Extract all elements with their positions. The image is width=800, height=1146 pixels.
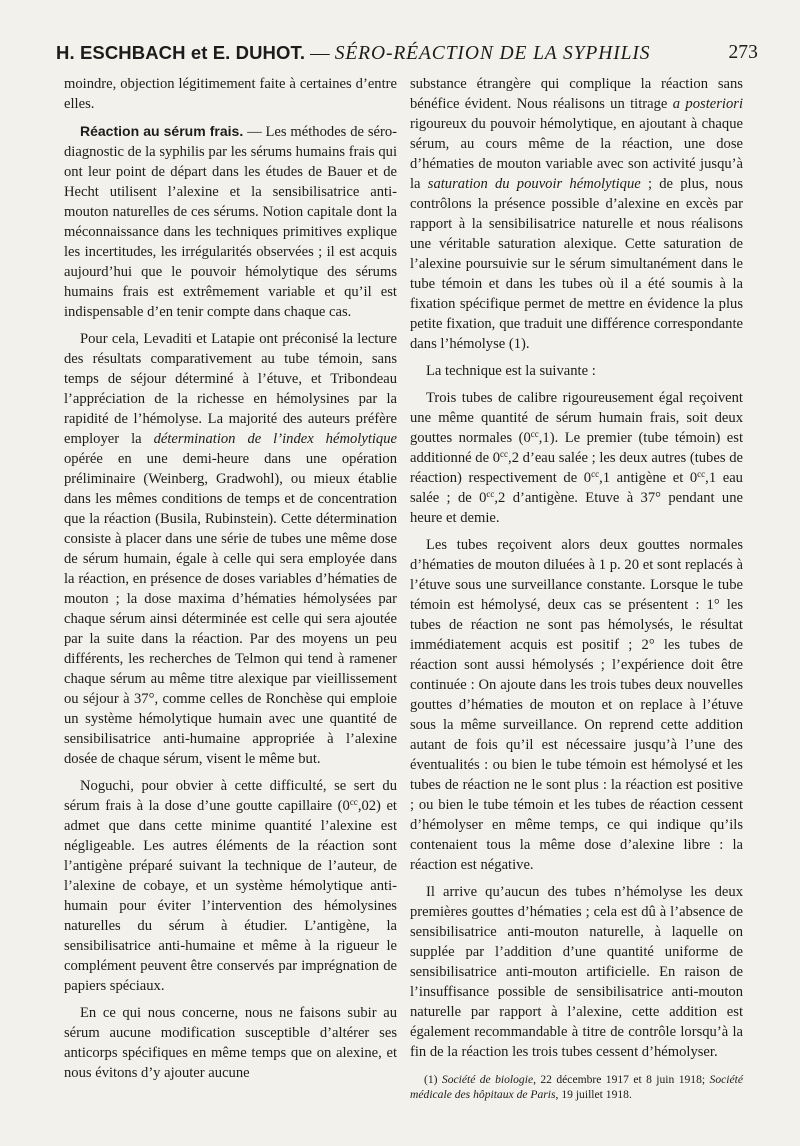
paragraph-three-tubes xyxy=(410,388,743,528)
unit-superscript: cc xyxy=(500,449,509,459)
paragraph-text: ,2 d’eau salée ; les deux autres (tubes de réaction) respectivement de 0 xyxy=(410,450,743,486)
italic-term: saturation du pouvoir hémolytique xyxy=(427,176,641,192)
page-number: 273 xyxy=(728,42,758,63)
paragraph-text: — Les méthodes de séro-diagnostic de la syphilis par les sérums humains frais qui ont leur point de départ dans les études de Bauer et de Hecht utilisent l’alexine et la sensibilisatrice anti-mouton naturelles de ces sérums. Notion capitale dont la méconnaissance dans les techniques primitives explique les incertitudes, les irrégularités observées ; il est acquis aujourd’hui que le pouvoir hémolytique des sérums humains frais est extrêmement variable et qu’il est indispensable d’en tenir compte dans chaque cas. xyxy=(64,124,397,320)
unit-superscript: cc xyxy=(591,469,600,479)
footnote-text: , 19 juillet 1918. xyxy=(555,1088,632,1101)
running-head xyxy=(56,42,758,70)
paragraph-text: ,02) et admet que dans cette minime quantité l’alexine est négligeable. Les autres éléments de la réaction sont l’antigène préparé suivant la technique de l’auteur, de l’alexine de cobaye, et un système hémolytique anti-humain pour éviter l’intervention des hémolysines naturelles du sérum à étudier. L’antigène, la sensibilisatrice anti-humaine et même à la rigueur le complément peuvent être conservés par imprégnation de papiers spéciaux. xyxy=(64,798,397,994)
running-head-title: SÉRO-RÉACTION DE LA SYPHILIS xyxy=(334,43,651,64)
paragraph-fresh-serum xyxy=(64,121,397,322)
paragraph-tubes-receive: Les tubes reçoivent alors deux gouttes normales d’hématies de mouton diluées à 1 p. 20 et sont replacés à l’étuve sous une surveillance constante. Lorsque le tube témoin est hémolysé, deux cas se présentent : 1° les tubes de réaction ne sont pas hémolysés, le résultat immédiatement acquis est positif ; 2° les tubes de réaction sont aussi hémolysés ; l’expérience doit être continuée : On ajoute dans les trois tubes deux nouvelles gouttes d’hématies de mouton et on replace à l’étuve sous la même surveillance. On reprend cette addition autant de fois qu’il est nécessaire jusqu’à l’une des éventualités : ou bien le tube témoin est hémolysé et les tubes de réaction ne le sont plus : la réaction est positive ; ou bien le tube témoin et les tubes de réaction cessent d’hémolyser en même temps, ce qui indique qu’ils contenaient tous la même dose d’alexine libre : la réaction est négative. xyxy=(410,537,743,873)
paragraph-continuation xyxy=(410,74,743,354)
italic-term: détermination de l’index hémolytique xyxy=(153,431,397,447)
paragraph-text: opérée en une demi-heure dans une opération préliminaire (Weinberg, Gradwohl), ou mieux établie dans les mêmes conditions de temps et de concentration que la réaction (Busila, Rubinstein). Cette détermination consiste à placer dans une série de tubes une même dose de sérum humain, égale à celle qui sera employée dans la réaction, en présence de doses variables d’hématies de mouton ; la dose maxima d’hématies hémolysées par chaque sérum ainsi déterminée est celle qui sera ajoutée par la suite dans la réaction. Par des moyens un peu différents, les recherches de Telmon qui tend à ramener chaque sérum au même titre alexique par vieillissement ou séjour à 37°, comme celles de Ronchèse qui emploie un système hémolytique humain avec une quantité de sensibilisatrice anti-humaine appropriée à l’alexine dosée de chaque sérum, visent le même but. xyxy=(64,451,397,767)
paragraph-text: Pour cela, Levaditi et Latapie ont préconisé la lecture des résultats comparativement au tube témoin, sans temps de séjour déterminé à l’étuve, et Tribondeau l’appréciation de la richesse en hémolysines par la rapidité de l’hémolyse. La majorité des auteurs préfère employer la xyxy=(64,331,397,447)
paragraph-text: ,1). Le premier (tube témoin) est additionné de 0 xyxy=(410,430,743,466)
footnote-text: , 22 décembre 1917 et 8 juin 1918; xyxy=(533,1073,710,1086)
paragraph-text: ,2 d’antigène. Etuve à 37° pendant une heure et demie. xyxy=(410,490,743,526)
italic-term: a posteriori xyxy=(672,96,743,112)
paragraph-our-method: En ce qui nous concerne, nous ne faisons subir au sérum aucune modification susceptible d’altérer ses anticorps spécifiques en même temps que on alexine, et nous évitons d’y ajouter aucune xyxy=(64,1005,397,1081)
paragraph-no-hemolysis: Il arrive qu’aucun des tubes n’hémolyse les deux premières gouttes d’hématies ; cela est dû à l’absence de sensibilisatrice anti-mouton naturelle, à laquelle on supplée par l’addition d’une quantité uniforme de sensibilisatrice anti-mouton artificielle. En raison de l’insuffisance possible de sensibilisatrice anti-mouton naturelle par rapport à l’alexine, cette addition est également recommandable à titre de contrôle lorsqu’à la fin de la réaction les trois tubes cessent d’hémolyser. xyxy=(410,884,743,1060)
paragraph-technique-intro: La technique est la suivante : xyxy=(426,363,596,379)
paragraph-noguchi xyxy=(64,776,397,996)
footnote-number: (1) xyxy=(424,1073,442,1086)
unit-superscript: cc xyxy=(697,469,706,479)
footnote-source: Société de biologie xyxy=(441,1073,534,1086)
paragraph-text: ; de plus, nous contrôlons la présence possible d’alexine en excès par rapport à la sensibilisatrice naturelle et nous réalisons une véritable saturation alexique. Cette saturation de l’alexine poursuivie sur le sérum simultanément dans le tube témoin et dans les tubes où il a été soumis à la fixation spécifique permet de mettre en évidence la plus petite fixation, que traduit une différence correspondante dans l’hémolyse (1). xyxy=(410,176,743,352)
paragraph-text: Trois tubes de calibre rigoureusement égal reçoivent une même quantité de sérum humain frais, soit deux gouttes normales (0 xyxy=(410,390,743,446)
left-column xyxy=(64,74,397,1090)
footnote xyxy=(410,1072,743,1102)
unit-superscript: cc xyxy=(349,797,358,807)
running-head-authors: H. ESCHBACH et E. DUHOT. xyxy=(56,42,306,63)
paragraph-text: ,1 antigène et 0 xyxy=(599,470,698,486)
unit-superscript: cc xyxy=(530,429,539,439)
paragraph-text: substance étrangère qui complique la réaction sans bénéfice évident. Nous réalisons un titrage xyxy=(410,76,743,112)
paragraph-text: Noguchi, pour obvier à cette difficulté, se sert du sérum frais à la dose d’une goutte capillaire (0 xyxy=(64,778,397,814)
paragraph-text: rigoureux du pouvoir hémolytique, en ajoutant à chaque sérum, au cours même de la réaction, une dose d’hématies de mouton variable avec son activité jusqu’à la xyxy=(410,116,743,192)
paragraph-levaditi xyxy=(64,329,397,769)
paragraph-continuation: moindre, objection légitimement faite à certaines d’entre elles. xyxy=(64,76,397,112)
footnote-source: Société médicale des hôpitaux de Paris xyxy=(410,1073,743,1101)
running-head-dash: — xyxy=(310,43,330,64)
right-column xyxy=(410,74,743,1102)
section-lead-title: Réaction au sérum frais. xyxy=(80,123,244,139)
paragraph-text: ,1 eau salée ; de 0 xyxy=(410,470,743,506)
unit-superscript: cc xyxy=(486,489,495,499)
